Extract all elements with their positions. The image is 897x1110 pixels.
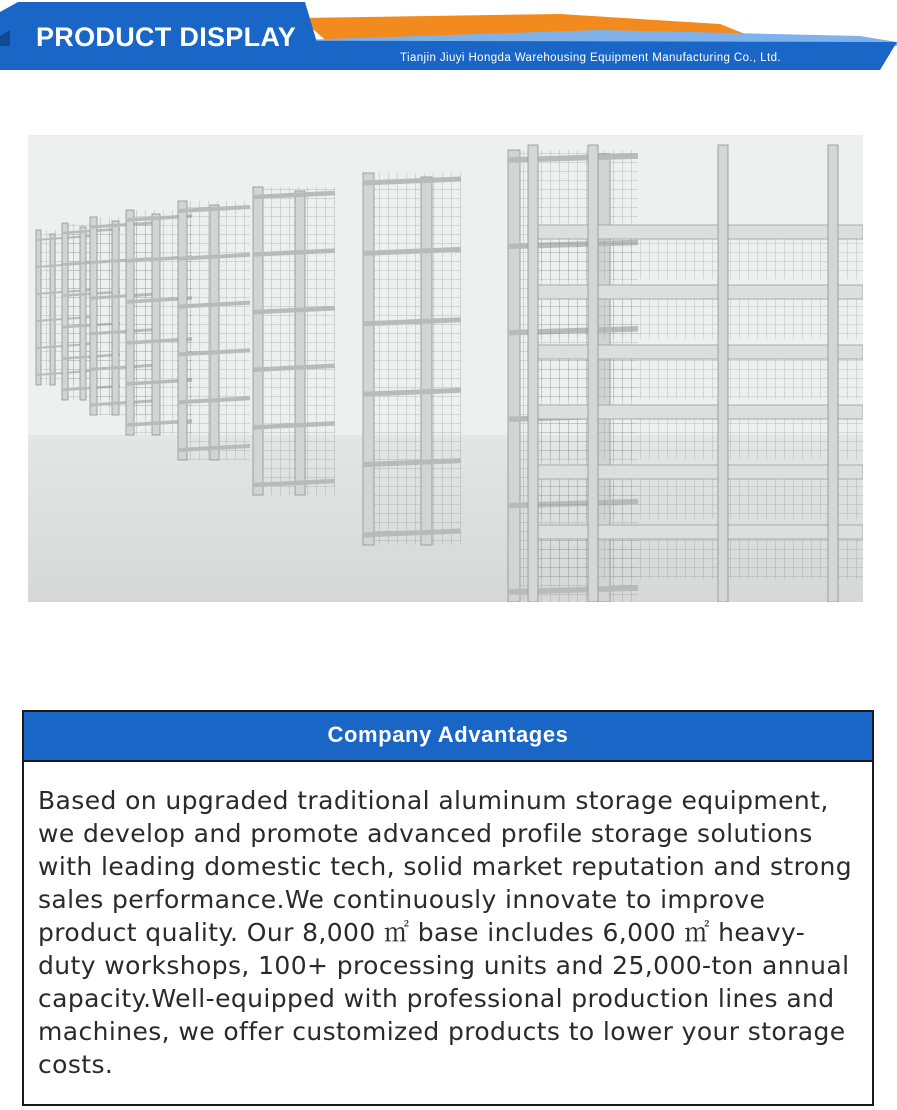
product-photo bbox=[28, 135, 863, 602]
page-title: PRODUCT DISPLAY bbox=[36, 22, 297, 52]
section-header-banner bbox=[0, 0, 897, 72]
company-advantages-panel bbox=[22, 710, 874, 1106]
company-name: Tianjin Jiuyi Hongda Warehousing Equipment Manufacturing Co., Ltd. bbox=[400, 52, 781, 64]
storage-rack-illustration bbox=[28, 135, 863, 602]
advantages-heading: Company Advantages bbox=[24, 712, 872, 762]
advantages-text: Based on upgraded traditional aluminum storage equipment, we develop and promote advanced profile storage solutions with leading domestic tech, solid market reputation and strong sales performance.We continuously innovate to improve product quality. Our 8,000 ㎡ base includes 6,000 ㎡ heavy-duty workshops, 100+ processing units and 25,000-ton annual capacity.Well-equipped with professional production lines and machines, we offer customized products to lower your storage costs. bbox=[38, 786, 852, 1079]
